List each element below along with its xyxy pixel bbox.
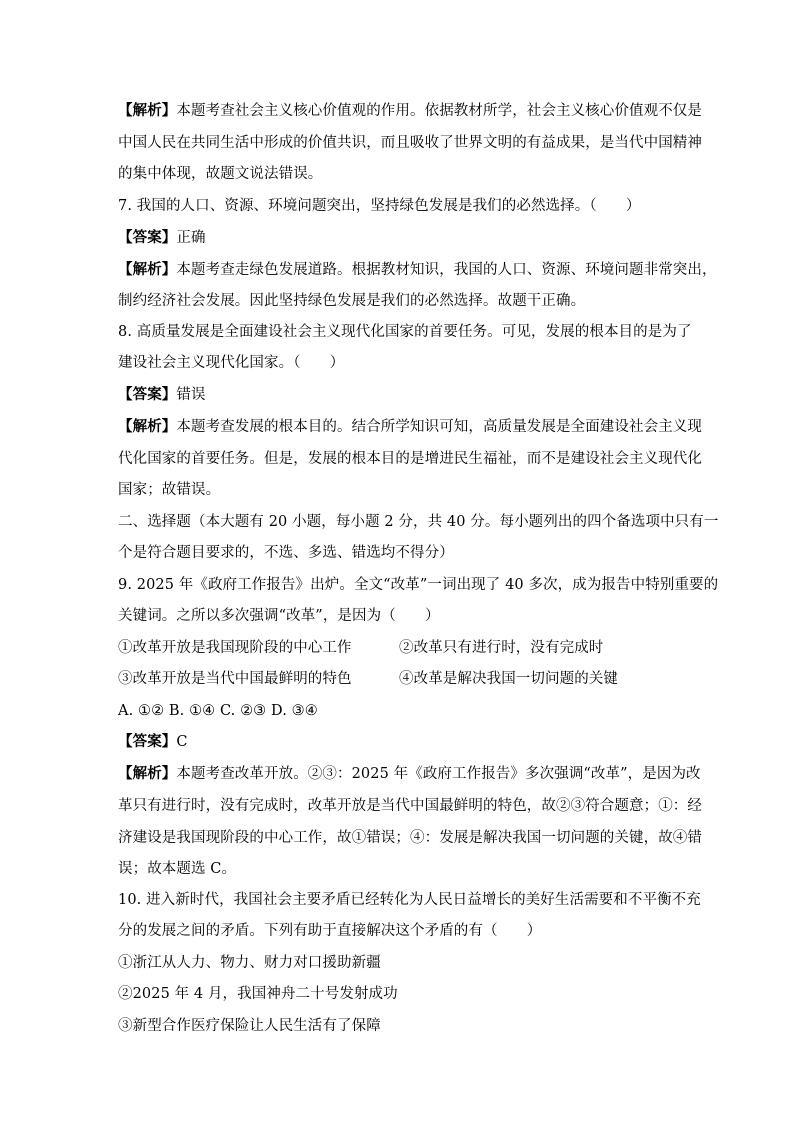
q10-option-1: ①浙江从人力、物力、财力对口援助新疆 xyxy=(118,955,381,971)
q7-analysis-line-2: 制约经济社会发展。因此坚持绿色发展是我们的必然选择。故题干正确。 xyxy=(118,293,586,309)
q9-analysis-line-2: 革只有进行时，没有完成时，改革开放是当代中国最鲜明的特色，故②③符合题意；①：经 xyxy=(118,798,702,814)
answer-tag: 【答案】 xyxy=(118,386,177,403)
q6-analysis-line-1: 【解析】本题考查社会主义核心价值观的作用。依据教材所学，社会主义核心价值观不仅是 xyxy=(118,102,703,119)
q9-option-3: ③改革开放是当代中国最鲜明的特色 xyxy=(118,671,352,687)
q9-choices: A. ①② B. ①④ C. ②③ D. ③④ xyxy=(118,703,318,719)
q8-stem-line-1: 8. 高质量发展是全面建设社会主义现代化国家的首要任务。可见，发展的根本目的是为了 xyxy=(118,324,692,340)
q10-stem-line-1: 10. 进入新时代，我国社会主要矛盾已经转化为人民日益增长的美好生活需要和不平衡不充 xyxy=(118,892,701,908)
q8-answer: 【答案】错误 xyxy=(118,386,206,403)
answer-tag: 【答案】 xyxy=(118,733,177,750)
q6-analysis-line-2: 中国人民在共同生活中形成的价值共识，而且吸收了世界文明的有益成果，是当代中国精神 xyxy=(118,135,702,151)
section2-header-line-1: 二、选择题（本大题有 20 小题，每小题 2 分，共 40 分。每小题列出的四个备选项中只有一 xyxy=(118,514,719,530)
q9-analysis-line-3: 济建设是我国现阶段的中心工作，故①错误；④：发展是解决我国一切问题的关键，故④错 xyxy=(118,830,702,846)
q9-option-1: ①改革开放是我国现阶段的中心工作 xyxy=(118,640,352,656)
q8-analysis-line-1: 【解析】本题考查发展的根本目的。结合所学知识可知，高质量发展是全面建设社会主义现 xyxy=(118,418,703,435)
analysis-tag: 【解析】 xyxy=(118,418,177,435)
q9-stem-line-1: 9. 2025 年《政府工作报告》出炉。全文“改革”一词出现了 40 多次，成为报告中特别重要的 xyxy=(118,577,719,593)
q7-analysis-line-1: 【解析】本题考查走绿色发展道路。根据教材知识，我国的人口、资源、环境问题非常突出， xyxy=(118,261,717,278)
q10-option-3: ③新型合作医疗保险让人民生活有了保障 xyxy=(118,1018,381,1034)
analysis-tag: 【解析】 xyxy=(118,765,177,782)
q9-options-row-1 xyxy=(118,638,678,658)
q8-analysis-line-2: 代化国家的首要任务。但是，发展的根本目的是增进民生福祉，而不是建设社会主义现代化 xyxy=(118,451,702,467)
q9-stem-line-2: 关键词。之所以多次强调“改革”，是因为（ ） xyxy=(118,608,440,624)
q6-analysis-line-3: 的集中体现，故题文说法错误。 xyxy=(118,166,323,182)
q9-options-row-2 xyxy=(118,669,678,689)
q10-stem-line-2: 分的发展之间的矛盾。下列有助于直接解决这个矛盾的有（ ） xyxy=(118,923,542,939)
q10-option-2: ②2025 年 4 月，我国神舟二十号发射成功 xyxy=(118,986,398,1002)
answer-tag: 【答案】 xyxy=(118,229,177,246)
analysis-tag: 【解析】 xyxy=(118,102,177,119)
section2-header-line-2: 个是符合题目要求的，不选、多选、错选均不得分） xyxy=(118,545,454,561)
q7-stem: 7. 我国的人口、资源、环境问题突出，坚持绿色发展是我们的必然选择。（ ） xyxy=(118,198,641,214)
q9-analysis-line-4: 误；故本题选 C。 xyxy=(118,861,237,877)
q9-answer: 【答案】C xyxy=(118,733,188,750)
analysis-tag: 【解析】 xyxy=(118,261,177,278)
q7-answer: 【答案】正确 xyxy=(118,229,206,246)
q8-stem-line-2: 建设社会主义现代化国家。（ ） xyxy=(118,355,345,371)
q8-analysis-line-3: 国家；故错误。 xyxy=(118,482,221,498)
q9-analysis-line-1: 【解析】本题考查改革开放。②③：2025 年《政府工作报告》多次强调“改革”，是因为改 xyxy=(118,765,701,782)
q9-option-4: ④改革是解决我国一切问题的关键 xyxy=(399,671,618,687)
q9-option-2: ②改革只有进行时，没有完成时 xyxy=(399,640,604,656)
